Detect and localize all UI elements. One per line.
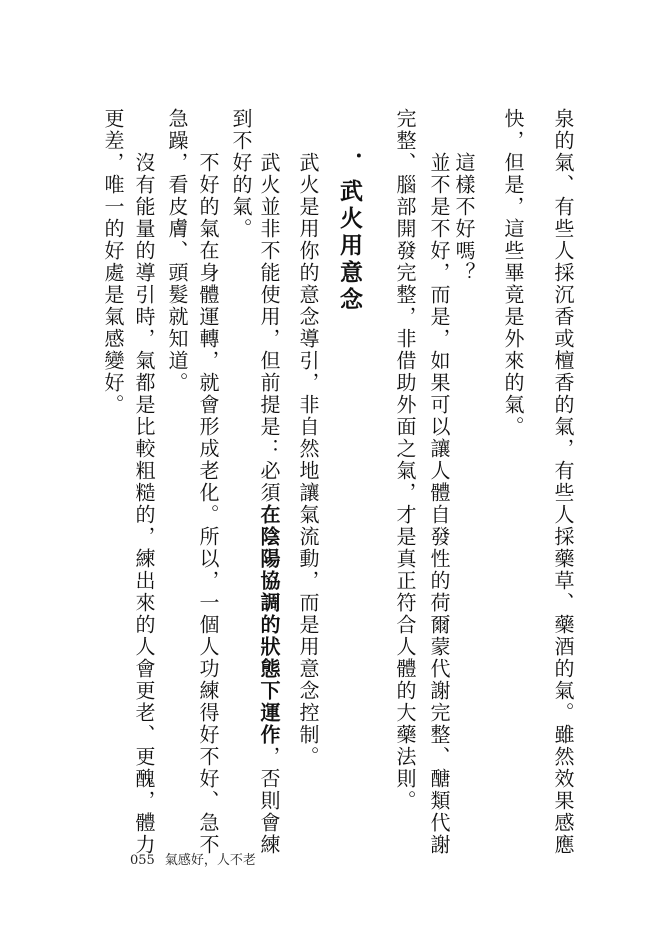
text-column-7 bbox=[258, 152, 280, 856]
running-title: 氣感好，人不老 bbox=[164, 853, 256, 868]
text-column-7-part-1: 武火並非不能使用，但前提是：必須 bbox=[257, 152, 281, 504]
emphasis-text: 在陰陽協調的狀態下運作 bbox=[257, 504, 281, 746]
text-column-4: 並不是不好，而是，如果可以讓人體自發性的荷爾蒙代謝完整、醣類代謝 bbox=[427, 152, 451, 856]
text-column-10: 急躁，看皮膚、頭髮就知道。 bbox=[165, 108, 189, 394]
text-column-6: 武火是用你的意念導引，非自然地讓氣流動，而是用意念控制。 bbox=[296, 152, 320, 768]
text-column-11: 沒有能量的導引時，氣都是比較粗糙的，練出來的人會更老、更醜，體力 bbox=[132, 152, 156, 856]
section-heading: ．武火用意念 bbox=[336, 152, 362, 314]
text-column-12: 更差，唯一的好處是氣感變好。 bbox=[101, 108, 125, 416]
page-footer bbox=[130, 849, 256, 868]
text-column-3: 這樣不好嗎？ bbox=[452, 152, 476, 284]
text-column-1: 泉的氣、有些人採沉香或檀香的氣，有些人採藥草、藥酒的氣。雖然效果感應 bbox=[551, 108, 575, 856]
text-column-8: 到不好的氣。 bbox=[229, 108, 253, 240]
text-column-7-part-3: ，否則會練 bbox=[257, 746, 281, 856]
text-column-5: 完整、腦部開發完整，非借助外面之氣，才是真正符合人體的大藥法則。 bbox=[393, 108, 417, 812]
text-column-2: 快，但是，這些畢竟是外來的氣。 bbox=[501, 108, 525, 438]
page-number: 055 bbox=[130, 853, 155, 868]
text-column-9: 不好的氣在身體運轉，就會形成老化。所以，一個人功練得好不好、急不 bbox=[196, 152, 220, 856]
